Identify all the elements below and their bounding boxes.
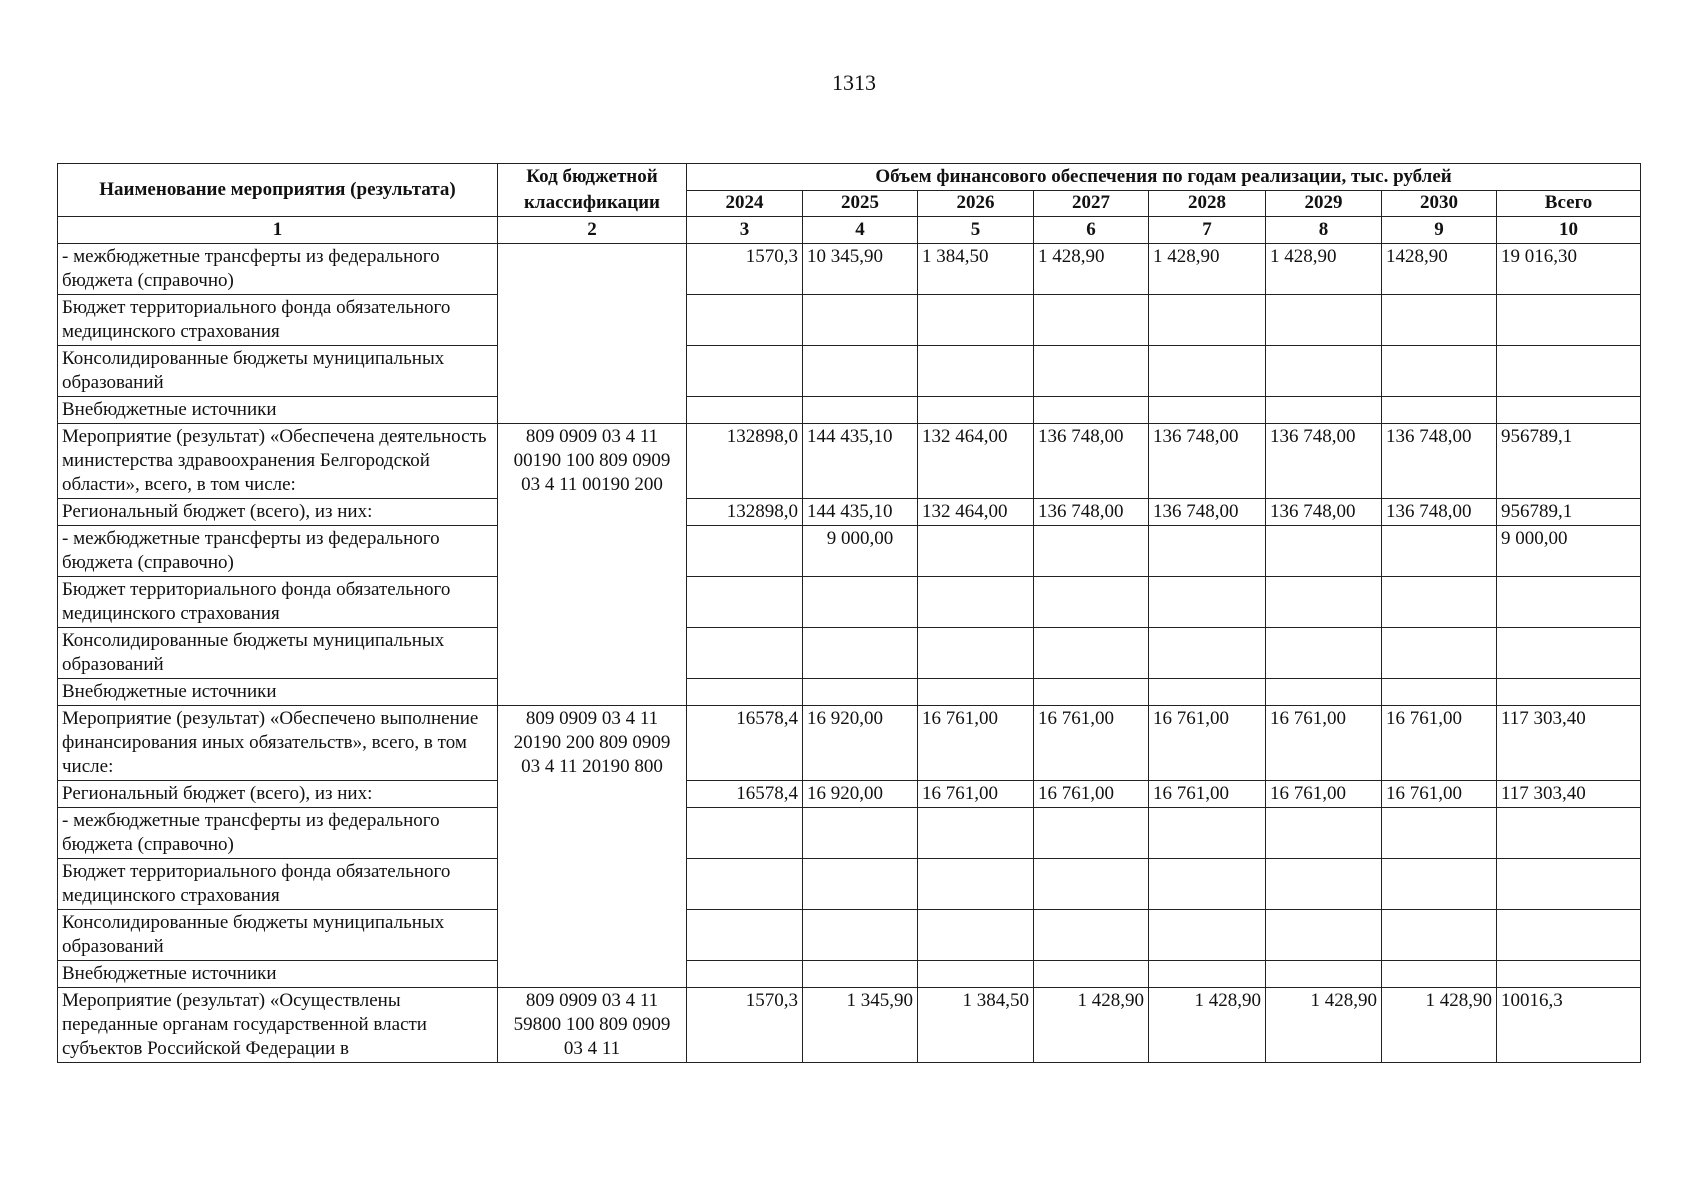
value-year: 16 920,00 (803, 781, 918, 808)
value-year: 132898,0 (687, 499, 803, 526)
value-year: 1570,3 (687, 244, 803, 295)
value-total (1497, 679, 1641, 706)
value-year (687, 628, 803, 679)
value-year (803, 577, 918, 628)
header-code: Код бюджетной классификации (498, 164, 687, 217)
value-year: 10 345,90 (803, 244, 918, 295)
value-year: 1 384,50 (918, 244, 1034, 295)
value-year: 1570,3 (687, 988, 803, 1063)
value-year (1149, 808, 1266, 859)
table-row (58, 397, 1641, 424)
value-year (1382, 961, 1497, 988)
row-name: Внебюджетные источники (58, 961, 498, 988)
value-year: 144 435,10 (803, 424, 918, 499)
header-year: 2029 (1266, 190, 1382, 217)
value-total (1497, 910, 1641, 961)
table-row (58, 424, 1641, 499)
value-year (687, 808, 803, 859)
value-year: 136 748,00 (1382, 499, 1497, 526)
value-year (803, 295, 918, 346)
row-name: Консолидированные бюджеты муниципальных образований (58, 910, 498, 961)
value-total (1497, 295, 1641, 346)
value-total: 10016,3 (1497, 988, 1641, 1063)
table-row (58, 679, 1641, 706)
table-row (58, 346, 1641, 397)
value-total: 9 000,00 (1497, 526, 1641, 577)
value-year: 16578,4 (687, 706, 803, 781)
row-name: Внебюджетные источники (58, 679, 498, 706)
value-year (687, 577, 803, 628)
value-year (1266, 295, 1382, 346)
row-name: Бюджет территориального фонда обязательного медицинского страхования (58, 859, 498, 910)
header-year: 2027 (1034, 190, 1149, 217)
value-year (918, 526, 1034, 577)
row-name: - межбюджетные трансферты из федерального бюджета (справочно) (58, 526, 498, 577)
value-year (1149, 397, 1266, 424)
column-index: 6 (1034, 217, 1149, 244)
value-year (1149, 961, 1266, 988)
header-volume: Объем финансового обеспечения по годам реализации, тыс. рублей (687, 164, 1641, 191)
header-year: 2026 (918, 190, 1034, 217)
value-year: 1 428,90 (1266, 244, 1382, 295)
value-year (803, 397, 918, 424)
value-year (803, 808, 918, 859)
value-total: 117 303,40 (1497, 706, 1641, 781)
column-index: 1 (58, 217, 498, 244)
value-year: 16 920,00 (803, 706, 918, 781)
value-year: 16 761,00 (1382, 706, 1497, 781)
value-year: 1 428,90 (1034, 244, 1149, 295)
value-year (803, 961, 918, 988)
value-year (1382, 628, 1497, 679)
value-year (918, 679, 1034, 706)
value-total: 956789,1 (1497, 424, 1641, 499)
value-year (687, 679, 803, 706)
value-year (1034, 577, 1149, 628)
value-year: 16 761,00 (1266, 781, 1382, 808)
row-name: Консолидированные бюджеты муниципальных образований (58, 346, 498, 397)
value-year (1266, 910, 1382, 961)
value-year (918, 910, 1034, 961)
value-year (1149, 526, 1266, 577)
value-year (918, 577, 1034, 628)
table-row (58, 910, 1641, 961)
value-year: 16 761,00 (1034, 781, 1149, 808)
value-year (1382, 295, 1497, 346)
value-year (918, 346, 1034, 397)
value-year (687, 526, 803, 577)
value-total (1497, 859, 1641, 910)
value-year: 136 748,00 (1149, 499, 1266, 526)
value-year (1382, 526, 1497, 577)
value-year (803, 859, 918, 910)
value-year (687, 910, 803, 961)
row-name: - межбюджетные трансферты из федерального бюджета (справочно) (58, 808, 498, 859)
header-total: Всего (1497, 190, 1641, 217)
value-year (803, 628, 918, 679)
value-year (1034, 859, 1149, 910)
value-year: 1 428,90 (1034, 988, 1149, 1063)
table-row (58, 859, 1641, 910)
table-row (58, 781, 1641, 808)
value-year (803, 679, 918, 706)
value-year (1382, 910, 1497, 961)
value-year (1149, 295, 1266, 346)
table-row (58, 499, 1641, 526)
table-row (58, 577, 1641, 628)
value-year (1149, 859, 1266, 910)
table-row (58, 808, 1641, 859)
table-row (58, 628, 1641, 679)
value-year (1149, 577, 1266, 628)
table-row (58, 244, 1641, 295)
value-year: 144 435,10 (803, 499, 918, 526)
value-year: 9 000,00 (803, 526, 918, 577)
value-total (1497, 961, 1641, 988)
row-name: Бюджет территориального фонда обязательного медицинского страхования (58, 295, 498, 346)
value-year (1034, 679, 1149, 706)
value-year: 1 345,90 (803, 988, 918, 1063)
value-year: 136 748,00 (1034, 499, 1149, 526)
value-year: 132 464,00 (918, 499, 1034, 526)
value-year: 1 428,90 (1382, 988, 1497, 1063)
value-year: 132898,0 (687, 424, 803, 499)
value-year (1266, 961, 1382, 988)
value-year (1266, 859, 1382, 910)
table-row (58, 961, 1641, 988)
value-year: 1 428,90 (1266, 988, 1382, 1063)
value-year: 136 748,00 (1149, 424, 1266, 499)
value-year: 16 761,00 (918, 706, 1034, 781)
header-year: 2025 (803, 190, 918, 217)
value-year (1034, 526, 1149, 577)
column-index: 5 (918, 217, 1034, 244)
value-year (1034, 295, 1149, 346)
table-row (58, 526, 1641, 577)
value-year (1149, 910, 1266, 961)
header-name: Наименование мероприятия (результата) (58, 164, 498, 217)
row-name: Мероприятие (результат) «Обеспечена деятельность министерства здравоохранения Белгородской области», всего, в том числе: (58, 424, 498, 499)
value-total (1497, 397, 1641, 424)
column-index: 7 (1149, 217, 1266, 244)
value-year: 1428,90 (1382, 244, 1497, 295)
budget-code: 809 0909 03 4 11 20190 200 809 0909 03 4 11 20190 800 (498, 706, 687, 988)
row-name: - межбюджетные трансферты из федерального бюджета (справочно) (58, 244, 498, 295)
value-year (1034, 961, 1149, 988)
value-year (1266, 346, 1382, 397)
header-year: 2024 (687, 190, 803, 217)
value-year (1149, 679, 1266, 706)
budget-code: 809 0909 03 4 11 59800 100 809 0909 03 4 11 (498, 988, 687, 1063)
value-total: 117 303,40 (1497, 781, 1641, 808)
value-total (1497, 628, 1641, 679)
value-year: 16 761,00 (1149, 781, 1266, 808)
value-year (1034, 910, 1149, 961)
value-year (1382, 859, 1497, 910)
value-year (1034, 808, 1149, 859)
value-year (1266, 808, 1382, 859)
column-index: 10 (1497, 217, 1641, 244)
value-year (918, 961, 1034, 988)
budget-code: 809 0909 03 4 11 00190 100 809 0909 03 4 11 00190 200 (498, 424, 687, 706)
value-year (1382, 679, 1497, 706)
table-row (58, 988, 1641, 1063)
value-year: 16 761,00 (1382, 781, 1497, 808)
value-year (687, 961, 803, 988)
row-name: Внебюджетные источники (58, 397, 498, 424)
value-total (1497, 808, 1641, 859)
value-year: 16 761,00 (1149, 706, 1266, 781)
value-year (687, 295, 803, 346)
value-year: 136 748,00 (1266, 424, 1382, 499)
value-year (1266, 397, 1382, 424)
value-year: 1 428,90 (1149, 244, 1266, 295)
value-year (1266, 526, 1382, 577)
column-index: 9 (1382, 217, 1497, 244)
column-index: 4 (803, 217, 918, 244)
value-year: 16 761,00 (1034, 706, 1149, 781)
value-year (918, 397, 1034, 424)
value-year: 136 748,00 (1382, 424, 1497, 499)
column-index: 3 (687, 217, 803, 244)
value-total: 956789,1 (1497, 499, 1641, 526)
value-year (803, 346, 918, 397)
value-year (1382, 808, 1497, 859)
value-year (803, 910, 918, 961)
value-total (1497, 577, 1641, 628)
row-name: Бюджет территориального фонда обязательного медицинского страхования (58, 577, 498, 628)
budget-table (57, 163, 1641, 1063)
value-year (1034, 628, 1149, 679)
value-year (687, 859, 803, 910)
value-year (918, 295, 1034, 346)
row-name: Региональный бюджет (всего), из них: (58, 781, 498, 808)
header-year: 2030 (1382, 190, 1497, 217)
value-year: 16578,4 (687, 781, 803, 808)
value-year: 16 761,00 (918, 781, 1034, 808)
value-year: 16 761,00 (1266, 706, 1382, 781)
value-year (687, 397, 803, 424)
row-name: Консолидированные бюджеты муниципальных образований (58, 628, 498, 679)
value-year (1382, 346, 1497, 397)
table-row (58, 295, 1641, 346)
value-year: 136 748,00 (1266, 499, 1382, 526)
value-total: 19 016,30 (1497, 244, 1641, 295)
page-number: 1313 (832, 70, 876, 95)
header-year: 2028 (1149, 190, 1266, 217)
column-index: 8 (1266, 217, 1382, 244)
value-year (1266, 577, 1382, 628)
table-row (58, 706, 1641, 781)
column-index: 2 (498, 217, 687, 244)
value-year: 1 428,90 (1149, 988, 1266, 1063)
row-name: Мероприятие (результат) «Обеспечено выполнение финансирования иных обязательств», всего, в том числе: (58, 706, 498, 781)
value-year (687, 346, 803, 397)
value-year (1266, 679, 1382, 706)
row-name: Региональный бюджет (всего), из них: (58, 499, 498, 526)
value-year (918, 628, 1034, 679)
value-year (1149, 628, 1266, 679)
value-year (918, 859, 1034, 910)
value-year: 136 748,00 (1034, 424, 1149, 499)
value-year: 1 384,50 (918, 988, 1034, 1063)
value-year (1034, 397, 1149, 424)
value-year (1149, 346, 1266, 397)
value-year (918, 808, 1034, 859)
budget-code (498, 244, 687, 424)
value-year (1382, 577, 1497, 628)
value-year (1382, 397, 1497, 424)
value-year (1266, 628, 1382, 679)
value-total (1497, 346, 1641, 397)
value-year: 132 464,00 (918, 424, 1034, 499)
row-name: Мероприятие (результат) «Осуществлены переданные органам государственной власти субъектов Российской Федерации в (58, 988, 498, 1063)
value-year (1034, 346, 1149, 397)
